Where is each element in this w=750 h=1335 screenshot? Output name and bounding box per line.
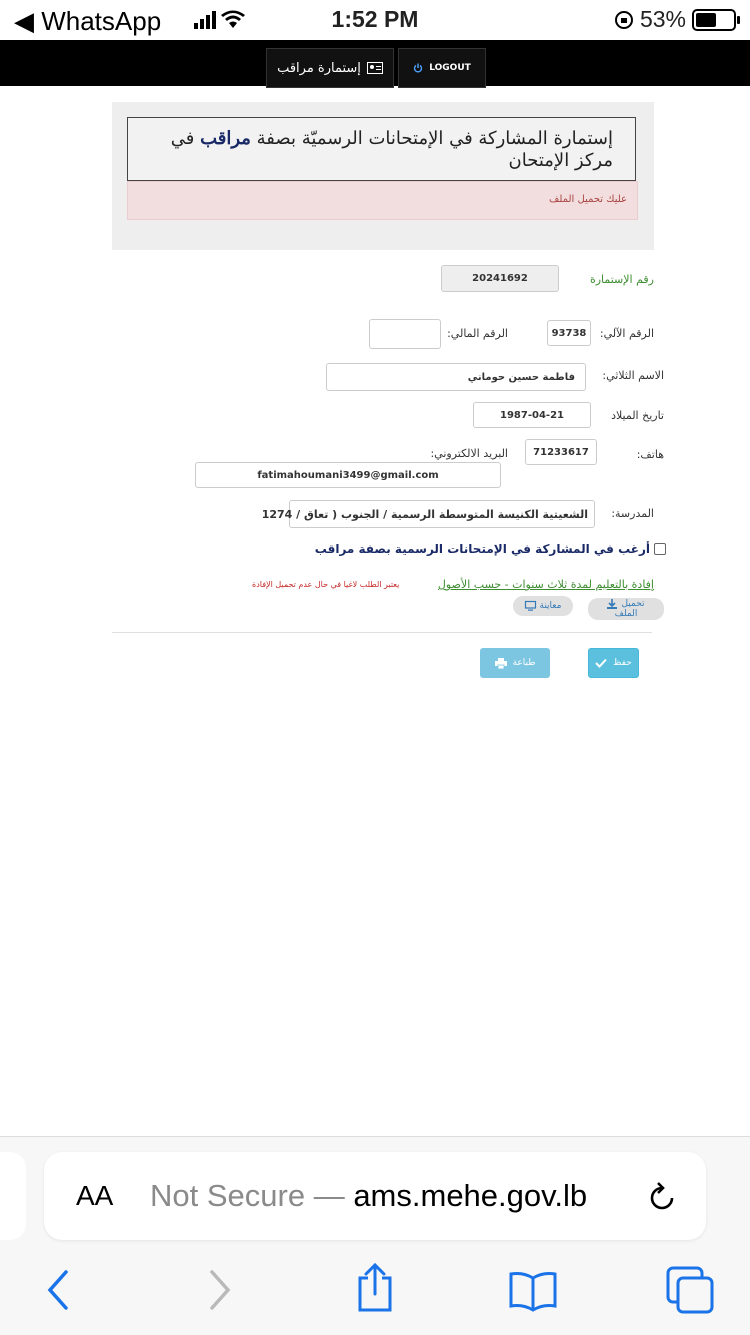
back-icon[interactable] — [44, 1268, 72, 1312]
form-number-label: رقم الإستمارة — [589, 273, 654, 286]
cellular-signal-icon — [194, 11, 216, 29]
upload-label-2: الملف — [614, 609, 638, 619]
school-select[interactable]: 1274 / الشعيتية الكنيسة المتوسطة الرسمية / الجنوب ( تعاق — [289, 500, 595, 528]
reader-options-button[interactable]: AA — [76, 1180, 114, 1211]
tabs-icon[interactable] — [666, 1266, 714, 1314]
preview-button[interactable] — [513, 596, 573, 616]
dob-field[interactable]: 1987-04-21 — [473, 402, 591, 428]
full-name-label: الاسم الثلاثي: — [602, 369, 664, 382]
dob-label: تاريخ الميلاد — [611, 409, 664, 422]
participation-checkbox[interactable] — [654, 543, 666, 555]
financial-number-field[interactable] — [369, 319, 441, 349]
top-navbar — [0, 40, 750, 86]
url-host: ams.mehe.gov.lb — [353, 1178, 588, 1213]
phone-field[interactable]: 71233617 — [525, 439, 597, 465]
not-secure-label: Not Secure — — [150, 1178, 354, 1213]
power-icon — [413, 63, 423, 73]
phone-label: هاتف: — [636, 448, 664, 461]
page-title — [127, 117, 636, 181]
form-number-field: 20241692 — [441, 265, 559, 292]
battery-percent: 53% — [639, 6, 686, 32]
status-bar — [0, 0, 750, 40]
school-label: المدرسة: — [611, 507, 654, 520]
upload-file-button[interactable] — [588, 598, 664, 620]
status-time: 1:52 PM — [331, 6, 419, 32]
id-card-icon — [367, 62, 383, 74]
save-button[interactable] — [588, 648, 639, 678]
bookmarks-icon[interactable] — [508, 1270, 558, 1310]
nav-form-tab[interactable] — [266, 48, 394, 88]
auto-number-field[interactable]: 93738 — [547, 320, 591, 346]
alert-text: عليك تحميل الملف — [549, 194, 627, 205]
full-name-field[interactable]: فاطمة حسين حوماني — [326, 363, 586, 391]
divider — [112, 632, 652, 633]
financial-number-label: الرقم المالي: — [447, 327, 508, 340]
email-field[interactable]: fatimahoumani3499@gmail.com — [195, 462, 501, 488]
previous-tab-pill[interactable] — [0, 1152, 26, 1240]
certificate-note-link[interactable]: إفادة بالتعليم لمدة ثلاث سنوات - حسب الأصول — [437, 578, 654, 591]
logout-button[interactable] — [398, 48, 486, 88]
print-button[interactable] — [480, 648, 550, 678]
auto-number-label: الرقم الآلي: — [599, 327, 654, 340]
save-label: حفظ — [613, 658, 632, 668]
upload-label-1: تحميل — [621, 599, 645, 609]
title-text-2: في مركز الإمتحان — [170, 128, 613, 171]
wifi-icon — [220, 10, 246, 30]
nav-form-label: إستمارة مراقب — [277, 60, 361, 76]
checkmark-icon — [595, 658, 607, 668]
printer-icon — [495, 658, 507, 669]
print-label: طباعة — [512, 658, 536, 668]
url-text[interactable] — [150, 1178, 587, 1214]
orientation-lock-icon — [614, 10, 634, 30]
title-text-1: إستمارة المشاركة في الإمتحانات الرسميّة بصفة — [250, 128, 613, 149]
back-to-app-link[interactable]: ◀ WhatsApp — [14, 6, 162, 36]
monitor-icon — [525, 601, 536, 611]
upload-alert — [127, 181, 638, 220]
forward-icon[interactable] — [206, 1268, 234, 1312]
download-icon — [607, 599, 617, 609]
status-indicators — [614, 6, 736, 33]
participation-checkbox-row[interactable] — [315, 542, 666, 556]
logout-label: LOGOUT — [429, 63, 471, 73]
title-accent: مراقب — [200, 128, 251, 149]
share-icon[interactable] — [354, 1262, 396, 1314]
battery-icon — [692, 9, 736, 31]
reload-icon[interactable] — [646, 1180, 678, 1214]
participation-checkbox-label: أرغب في المشاركة في الإمتحانات الرسمية بصفة مراقب — [314, 542, 650, 556]
certificate-warning: يعتبر الطلب لاغيا في حال عدم تحميل الإفادة — [252, 580, 400, 589]
preview-label: معاينة — [539, 601, 562, 611]
email-label: البريد الالكتروني: — [430, 447, 508, 460]
